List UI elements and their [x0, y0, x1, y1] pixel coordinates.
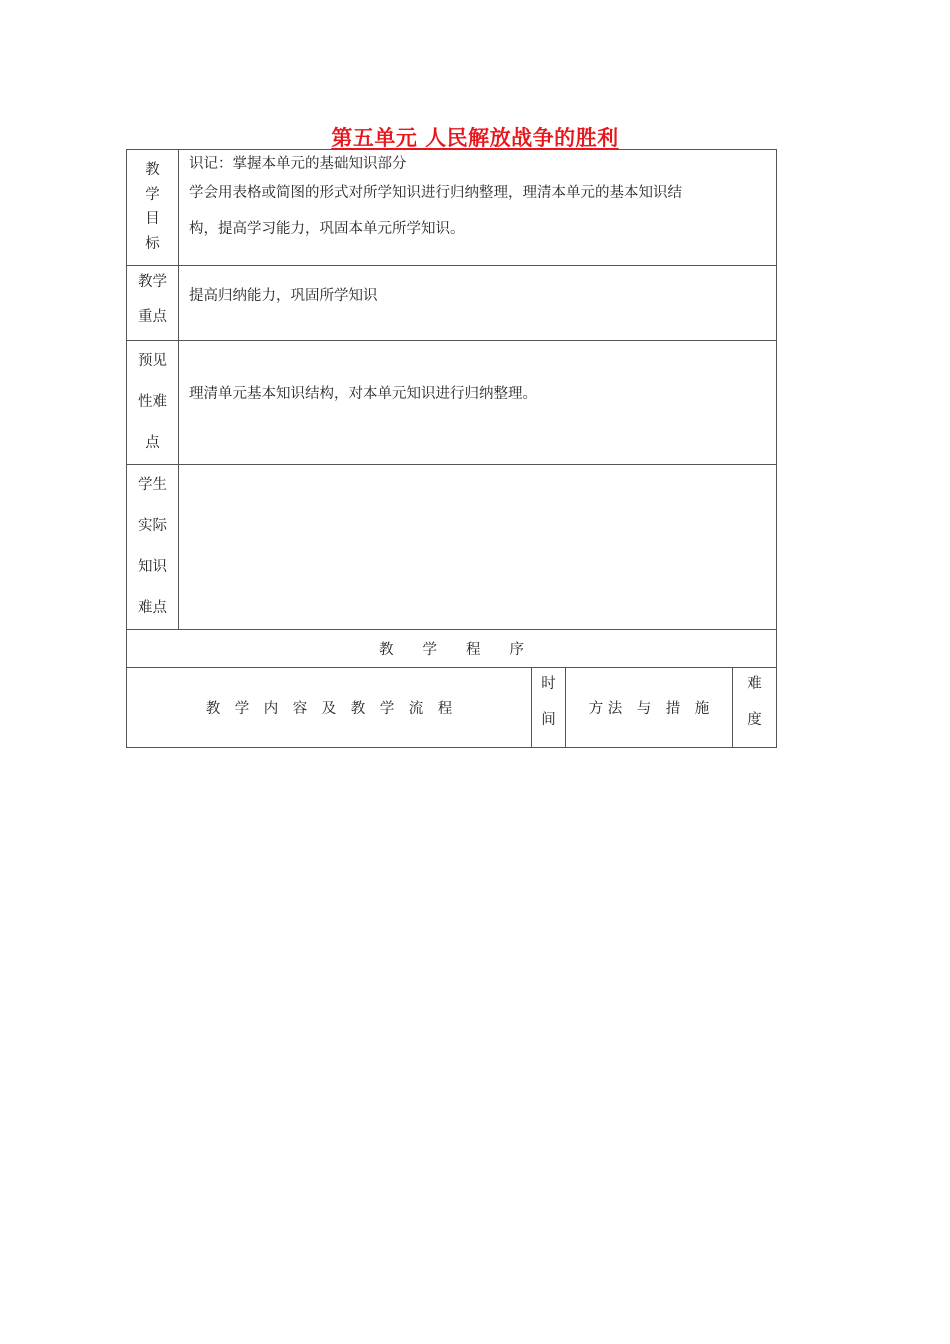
content-student-difficulties — [179, 465, 777, 630]
row-teaching-goals — [127, 150, 777, 266]
row-key-points — [127, 266, 777, 341]
goal-line: 学会用表格或简图的形式对所学知识进行归纳整理，理清本单元的基本知识结 — [189, 185, 682, 201]
label-line: 预见 — [138, 353, 167, 369]
header-char: 度 — [747, 712, 762, 728]
header-char: 间 — [541, 712, 556, 728]
label-line: 重点 — [138, 309, 167, 325]
label-teaching-goals — [127, 150, 179, 266]
content-teaching-goals — [179, 150, 777, 266]
label-char: 教 — [145, 162, 160, 178]
row-column-headers — [127, 668, 777, 748]
header-char: 难 — [747, 676, 762, 692]
header-teaching-content: 教 学 内 容 及 教 学 流 程 — [127, 668, 532, 748]
label-line: 教学 — [138, 274, 167, 290]
procedure-header: 教 学 程 序 — [127, 630, 777, 668]
label-line: 性难 — [138, 394, 167, 410]
label-line: 点 — [145, 435, 160, 451]
label-char: 标 — [145, 235, 160, 252]
row-student-difficulties — [127, 465, 777, 630]
page-title: 第五单元 人民解放战争的胜利 — [331, 126, 619, 150]
header-difficulty — [733, 668, 777, 748]
header-char: 时 — [541, 676, 556, 692]
label-anticipated-difficulties — [127, 341, 179, 465]
header-methods: 方 法 与 措 施 — [566, 668, 733, 748]
label-char: 学 — [145, 186, 160, 203]
label-line: 学生 — [138, 477, 167, 493]
key-points-text: 提高归纳能力，巩固所学知识 — [189, 288, 378, 304]
content-key-points — [179, 266, 777, 341]
row-anticipated-difficulties — [127, 341, 777, 465]
lesson-plan-table — [126, 149, 777, 748]
anticipated-difficulties-text: 理清单元基本知识结构，对本单元知识进行归纳整理。 — [189, 386, 537, 402]
goal-line: 识记：掌握本单元的基础知识部分 — [189, 156, 407, 172]
label-line: 实际 — [138, 518, 167, 534]
label-line: 知识 — [138, 559, 167, 575]
label-char: 目 — [145, 211, 160, 227]
label-key-points — [127, 266, 179, 341]
label-line: 难点 — [138, 600, 167, 616]
label-student-difficulties — [127, 465, 179, 630]
goal-line: 构，提高学习能力，巩固本单元所学知识。 — [189, 221, 465, 237]
header-time — [532, 668, 566, 748]
row-procedure-header — [127, 630, 777, 668]
content-anticipated-difficulties — [179, 341, 777, 465]
